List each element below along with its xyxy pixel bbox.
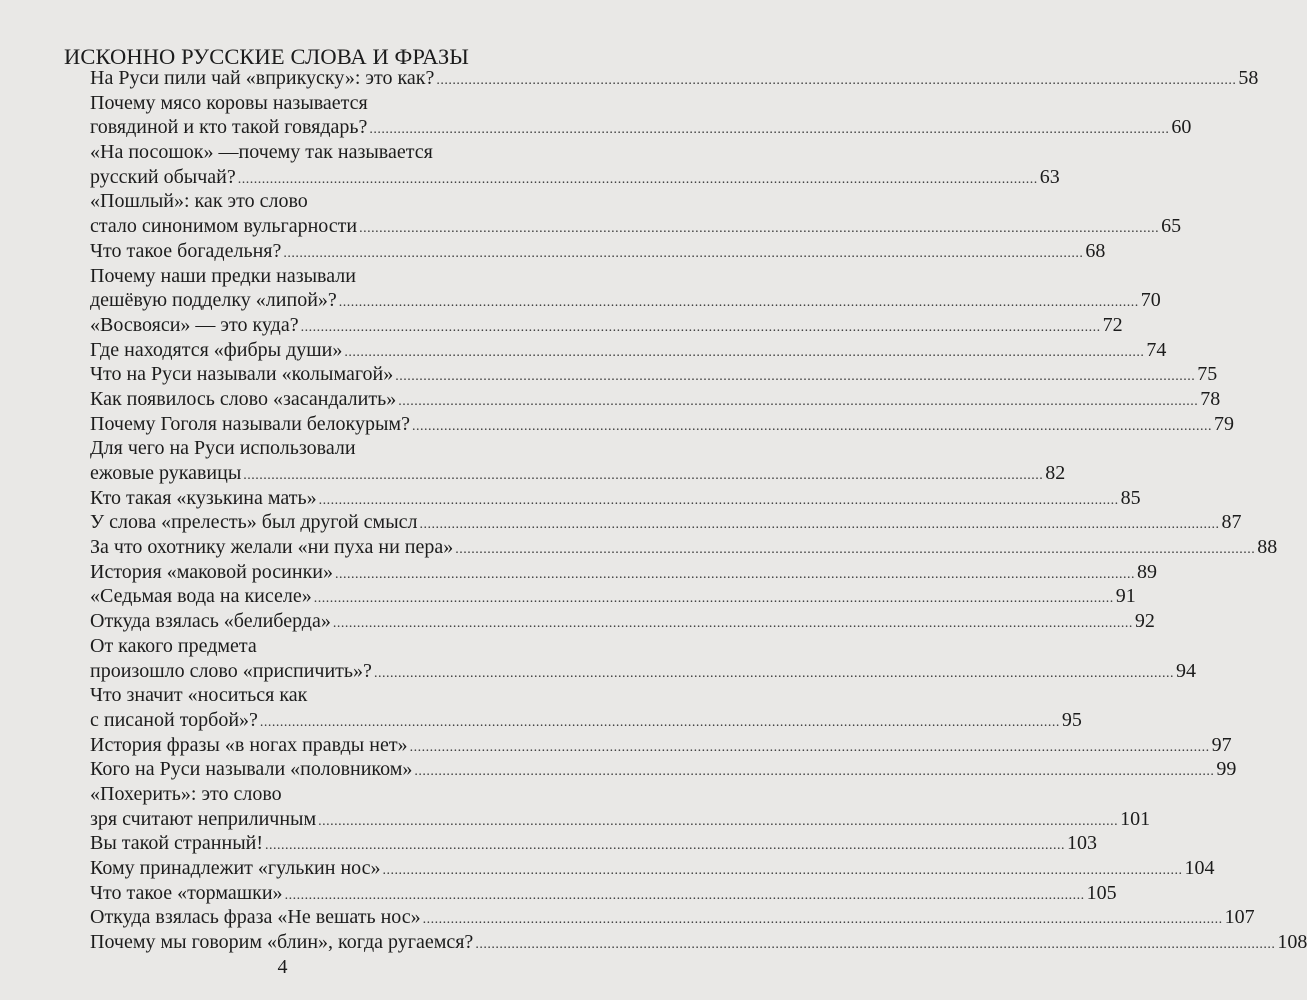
toc-entry-line	[90, 659, 1196, 684]
toc-page-number: 89	[1137, 560, 1158, 583]
toc-entry	[90, 486, 1141, 511]
toc-entry-line	[90, 313, 1123, 338]
toc-page-number: 87	[1221, 511, 1242, 534]
toc-entry	[90, 362, 1218, 387]
toc-entry-title: «На посошок» —почему так называется	[90, 141, 433, 164]
page-number: 4	[277, 956, 288, 978]
dot-leader: ........................................................................................................................................................................................................	[436, 73, 1237, 88]
dot-leader: ........................................................................................................................................................................................................	[284, 887, 1085, 903]
toc-entry-title: Что такое богадельня?	[90, 239, 282, 262]
dot-leader: ........................................................................................................................................................................................................	[318, 492, 1119, 508]
toc-entry	[90, 634, 1196, 683]
toc-entry-title: Кто такая «кузькина мать»	[90, 486, 317, 509]
toc-page-number: 70	[1140, 289, 1161, 312]
toc-entry	[90, 881, 1117, 906]
dot-leader: ........................................................................................................................................................................................................	[243, 468, 1044, 483]
toc-page-number: 95	[1061, 708, 1082, 731]
toc-entry-title: говядиной и кто такой говядарь?	[90, 116, 368, 139]
toc-entry-line	[90, 189, 552, 214]
table-of-contents	[90, 66, 1307, 955]
dot-leader: ........................................................................................................................................................................................................	[398, 393, 1199, 409]
toc-entry-title: Где находятся «фибры души»	[90, 338, 343, 361]
dot-leader: ........................................................................................................................................................................................................	[332, 616, 1133, 632]
toc-page-number: 68	[1085, 239, 1106, 262]
toc-entry-line	[90, 881, 1117, 906]
toc-entry-title: Почему Гоголя называли белокурым?	[90, 412, 410, 435]
toc-entry-line	[90, 387, 1221, 412]
dot-leader: ........................................................................................................................................................................................................	[283, 245, 1084, 261]
toc-page-number: 82	[1045, 462, 1066, 484]
dot-leader: ........................................................................................................................................................................................................	[344, 344, 1145, 360]
toc-entry	[90, 609, 1155, 634]
dot-leader: ........................................................................................................................................................................................................	[300, 319, 1101, 335]
toc-page-number: 60	[1171, 116, 1192, 139]
toc-page-number: 108	[1277, 931, 1307, 954]
toc-entry-line	[90, 510, 1242, 535]
toc-entry-line	[90, 905, 1255, 930]
toc-entry	[90, 831, 1097, 856]
dot-leader: ........................................................................................................................................................................................................	[455, 542, 1256, 558]
dot-leader: ........................................................................................................................................................................................................	[369, 122, 1170, 138]
toc-entry	[90, 264, 1161, 313]
toc-page-number: 74	[1146, 338, 1167, 361]
toc-entry-title: стало синонимом вульгарности	[90, 215, 358, 238]
toc-entry-title: За что охотнику желали «ни пуха ни пера»	[90, 536, 454, 559]
toc-entry-title: На Руси пили чай «вприкуску»: это как?	[90, 67, 435, 89]
toc-page-number: 103	[1067, 832, 1097, 855]
dot-leader: ........................................................................................................................................................................................................	[265, 838, 1065, 854]
toc-entry-line	[90, 288, 1161, 313]
toc-entry-line	[90, 708, 1082, 733]
toc-entry-title: Кого на Руси называли «половником»	[90, 758, 413, 781]
toc-entry-title: с писаной торбой»?	[90, 708, 258, 731]
toc-entry	[90, 66, 1259, 91]
dot-leader: ........................................................................................................................................................................................................	[318, 813, 1119, 829]
dot-leader: ........................................................................................................................................................................................................	[409, 739, 1210, 755]
toc-entry-title: Кому принадлежит «гулькин нос»	[90, 857, 381, 879]
toc-entry-line	[90, 757, 1237, 782]
toc-entry-line	[90, 609, 1155, 634]
toc-page-number: 101	[1120, 807, 1151, 830]
toc-entry-title: Откуда взялась «белиберда»	[90, 610, 331, 633]
toc-entry-line	[90, 362, 1218, 387]
toc-entry-line	[90, 436, 552, 461]
dot-leader: ........................................................................................................................................................................................................	[359, 221, 1160, 237]
toc-page-number: 72	[1102, 313, 1123, 336]
toc-entry	[90, 338, 1167, 363]
toc-entry-line	[90, 486, 1141, 511]
toc-entry-line	[90, 560, 1158, 585]
toc-page-number: 65	[1161, 215, 1182, 238]
toc-entry-title: История фразы «в ногах правды нет»	[90, 733, 408, 756]
toc-entry-title: Почему наши предки называли	[90, 264, 356, 287]
dot-leader: ........................................................................................................................................................................................................	[259, 714, 1060, 730]
toc-entry	[90, 387, 1221, 412]
toc-entry-line	[90, 66, 1259, 91]
toc-page-number: 92	[1134, 610, 1155, 633]
dot-leader: ........................................................................................................................................................................................................	[475, 937, 1276, 953]
toc-entry-line	[90, 214, 1182, 239]
toc-page-number: 94	[1175, 659, 1196, 682]
section-heading: ИСКОННО РУССКИЕ СЛОВА И ФРАЗЫ	[64, 44, 470, 69]
toc-entry	[90, 313, 1123, 338]
toc-entry-line	[90, 683, 552, 708]
dot-leader: ........................................................................................................................................................................................................	[422, 912, 1223, 928]
toc-entry-title: Что значит «носиться как	[90, 684, 308, 707]
toc-entry-title: русский обычай?	[90, 165, 236, 188]
toc-entry	[90, 930, 1307, 955]
toc-page-number: 88	[1257, 536, 1278, 559]
toc-entry	[90, 560, 1158, 585]
toc-entry	[90, 189, 1182, 238]
toc-entry	[90, 239, 1106, 264]
toc-page-number: 79	[1213, 412, 1234, 435]
toc-entry-title: Что такое «тормашки»	[90, 881, 283, 904]
toc-page-number: 85	[1120, 486, 1141, 509]
toc-entry-title: «Похерить»: это слово	[90, 782, 282, 805]
toc-entry-title: От какого предмета	[90, 634, 257, 657]
toc-entry-line	[90, 264, 552, 289]
dot-leader: ........................................................................................................................................................................................................	[382, 863, 1183, 878]
toc-entry	[90, 905, 1255, 930]
dot-leader: ........................................................................................................................................................................................................	[237, 171, 1038, 187]
toc-entry-line	[90, 338, 1167, 363]
toc-entry-line	[90, 782, 552, 807]
toc-entry-title: Откуда взялась фраза «Не вешать нос»	[90, 906, 421, 929]
toc-page-number: 63	[1039, 165, 1060, 188]
toc-entry-title: История «маковой росинки»	[90, 560, 334, 583]
toc-entry-title: У слова «прелесть» был другой смысл	[90, 511, 418, 534]
toc-entry-line	[90, 412, 1234, 437]
toc-entry-title: «Пошлый»: как это слово	[90, 190, 308, 213]
toc-entry-title: Что на Руси называли «колымагой»	[90, 363, 394, 386]
toc-entry-title: Как появилось слово «засандалить»	[90, 387, 397, 410]
toc-entry-title: произошло слово «приспичить»?	[90, 659, 372, 682]
toc-page-number: 75	[1197, 363, 1218, 386]
toc-entry	[90, 757, 1237, 782]
toc-entry-title: Вы такой странный!	[90, 832, 263, 855]
toc-entry-line	[90, 461, 1066, 486]
toc-entry-line	[90, 930, 1307, 955]
toc-entry-line	[90, 634, 552, 659]
toc-entry-line	[90, 856, 1215, 881]
toc-entry-line	[90, 140, 552, 165]
toc-entry-title: Почему мы говорим «блин», когда ругаемся?	[90, 931, 474, 954]
toc-page-number: 78	[1200, 387, 1221, 410]
toc-entry-title: зря считают неприличным	[90, 807, 317, 830]
toc-entry	[90, 584, 1136, 609]
dot-leader: ........................................................................................................................................................................................................	[335, 566, 1136, 582]
toc-page-number: 104	[1184, 857, 1215, 879]
toc-entry	[90, 140, 1060, 189]
toc-page-number: 105	[1086, 881, 1117, 904]
toc-entry	[90, 535, 1278, 560]
toc-page-number: 58	[1238, 67, 1259, 89]
toc-entry-line	[90, 239, 1106, 264]
dot-leader: ........................................................................................................................................................................................................	[373, 665, 1174, 681]
toc-entry-title: ежовые рукавицы	[90, 462, 242, 484]
toc-page-number: 99	[1216, 758, 1237, 781]
toc-entry	[90, 91, 1192, 140]
toc-entry	[90, 436, 1066, 485]
toc-entry	[90, 510, 1242, 535]
toc-entry-line	[90, 733, 1232, 758]
toc-entry-title: «Восвояси» — это куда?	[90, 313, 299, 336]
dot-leader: ........................................................................................................................................................................................................	[313, 591, 1114, 607]
toc-page-number: 97	[1211, 733, 1232, 756]
toc-entry-line	[90, 535, 1278, 560]
toc-entry-line	[90, 91, 552, 116]
toc-entry	[90, 683, 1082, 732]
toc-entry-title: Почему мясо коровы называется	[90, 91, 368, 114]
dot-leader: ........................................................................................................................................................................................................	[414, 764, 1215, 780]
toc-entry	[90, 782, 1151, 831]
toc-page-number: 107	[1224, 906, 1255, 929]
toc-entry-line	[90, 807, 1151, 832]
toc-entry-line	[90, 584, 1136, 609]
dot-leader: ........................................................................................................................................................................................................	[411, 418, 1212, 434]
toc-page-number: 91	[1115, 585, 1136, 608]
toc-entry	[90, 733, 1232, 758]
toc-entry-line	[90, 165, 1060, 190]
toc-entry-title: Для чего на Руси использовали	[90, 437, 356, 460]
dot-leader: ........................................................................................................................................................................................................	[419, 517, 1220, 533]
toc-entry-line	[90, 115, 1192, 140]
dot-leader: ........................................................................................................................................................................................................	[395, 369, 1196, 385]
toc-entry-title: «Седьмая вода на киселе»	[90, 585, 312, 608]
dot-leader: ........................................................................................................................................................................................................	[338, 295, 1139, 311]
toc-entry-title: дешёвую подделку «липой»?	[90, 289, 337, 312]
toc-entry	[90, 412, 1234, 437]
toc-entry	[90, 856, 1215, 881]
toc-entry-line	[90, 831, 1097, 856]
